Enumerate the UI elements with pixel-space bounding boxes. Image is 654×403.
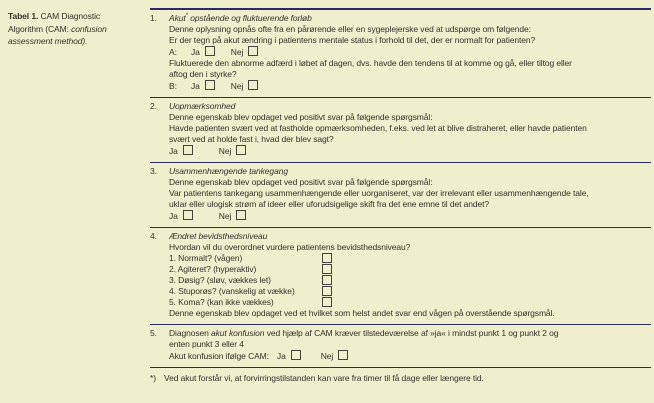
item-5-line-2: enten punkt 3 eller 4: [169, 339, 244, 349]
checkbox-item1b-nej[interactable]: [248, 80, 258, 90]
ja-label: Ja: [169, 211, 178, 221]
item-3-answer-row: [169, 210, 651, 222]
item-3-line-1: Denne egenskab blev opdaget ved positivt svar på følgende spørgsmål:: [169, 177, 433, 187]
option-label: 4. Stuporøs? (vanskelig at vække): [169, 286, 295, 296]
item-4-line-2: Denne egenskab blev opdaget ved et hvilket som helst andet svar end vågen på overstående spørgsmål.: [169, 308, 555, 318]
item-4-option-2: [169, 264, 651, 275]
item-3-line-2: Var patientens tankegang usammenhængende eller uorganiseret, var der irrelevant eller usammenhængende tale,: [169, 188, 589, 198]
checkbox-item4-koma[interactable]: [322, 297, 332, 307]
item-2-answer-row: [169, 145, 651, 157]
item-2-line-1: Denne egenskab blev opdaget ved positivt svar på følgende spørgsmål:: [169, 112, 433, 122]
ja-label: Ja: [191, 81, 200, 91]
checkbox-item2-ja[interactable]: [183, 145, 193, 155]
item-4-title: Ændret bevidsthedsniveau: [169, 231, 268, 241]
checkbox-item3-ja[interactable]: [183, 210, 193, 220]
item-5-line-1-post: ved hjælp af CAM kræver tilstedeværelse af »ja« i mindst punkt 1 og punkt 2 og: [264, 328, 559, 338]
row-b-label: B:: [169, 81, 177, 91]
item-5-line-1-pre: Diagnosen: [169, 328, 212, 338]
checkbox-item5-ja[interactable]: [291, 350, 301, 360]
option-label: 5. Koma? (kan ikke vækkes): [169, 297, 274, 307]
ja-label: Ja: [191, 47, 200, 57]
checkbox-item4-stuporos[interactable]: [322, 286, 332, 296]
item-2: [150, 98, 651, 162]
item-1-line-4: aftog den i styrke?: [169, 69, 237, 79]
item-4: [150, 228, 651, 324]
footnote: [150, 368, 651, 384]
checkbox-item2-nej[interactable]: [236, 145, 246, 155]
footnote-text: Ved akut forstår vi, at forvirringstilstanden kan vare fra timer til få dage eller længere tid.: [164, 373, 484, 383]
caption-italic-text: confusion assessment method).: [8, 23, 107, 46]
item-1: [150, 10, 651, 97]
item-2-title: Uopmærksomhed: [169, 101, 236, 111]
ja-label: Ja: [169, 146, 178, 156]
item-5-number: 5.: [150, 328, 157, 338]
item-3-line-3: uklar eller ulogisk strøm af ideer eller uforudsigelige skift fra det ene emne til det andet?: [169, 199, 490, 209]
item-1-number: 1.: [150, 13, 157, 23]
footnote-marker: *): [150, 373, 156, 383]
item-1-line-3: Fluktuerede den abnorme adfærd i løbet af dagen, dvs. havde den tendens til at komme og gå, eller tiltog eller: [169, 58, 572, 68]
checkbox-item4-normalt[interactable]: [322, 253, 332, 263]
nej-label: Nej: [320, 351, 334, 361]
checkbox-item1a-nej[interactable]: [248, 46, 258, 56]
item-1-line-2: Er der tegn på akut ændring i patientens mentale status i forhold til det, der er normalt for patienten?: [169, 35, 536, 45]
item-2-number: 2.: [150, 101, 157, 111]
row-a-label: A:: [169, 47, 177, 57]
item-4-number: 4.: [150, 231, 157, 241]
item-5-answer-label: Akut konfusion ifølge CAM:: [169, 351, 269, 361]
checkbox-item1b-ja[interactable]: [205, 80, 215, 90]
item-1-row-a: [169, 46, 651, 58]
table-content: [150, 0, 651, 384]
item-1-line-1: Denne oplysning opnås ofte fra en pårørende eller en sygeplejerske ved at udspørge om følgende:: [169, 24, 531, 34]
item-5-line-1: [169, 328, 651, 339]
item-1-title: [169, 13, 651, 24]
checkbox-item1a-ja[interactable]: [205, 46, 215, 56]
item-5-line-1-italic: akut konfusion: [211, 328, 265, 338]
nej-label: Nej: [218, 146, 232, 156]
item-4-option-5: [169, 297, 651, 308]
item-5-answer-row: [169, 350, 651, 362]
item-2-line-2: Havde patienten svært ved at fastholde opmærksomheden, f.eks. ved let at blive distraheret, eller havde patienten: [169, 123, 587, 133]
item-2-line-3: svært ved at holde fast i, hvad der blev sagt?: [169, 134, 334, 144]
option-label: 1. Normalt? (vågen): [169, 253, 243, 263]
item-4-option-3: [169, 275, 651, 286]
checkbox-item4-dosig[interactable]: [322, 275, 332, 285]
checkbox-item3-nej[interactable]: [236, 210, 246, 220]
item-1-title-main: Akut: [169, 13, 186, 23]
checkbox-item5-nej[interactable]: [338, 350, 348, 360]
item-4-line-1: Hvordan vil du overordnet vurdere patientens bevidsthedsniveau?: [169, 242, 411, 252]
table-caption: [8, 10, 134, 48]
item-3: [150, 163, 651, 227]
caption-label: Tabel 1.: [8, 11, 39, 21]
item-1-row-b: [169, 80, 651, 92]
nej-label: Nej: [230, 81, 244, 91]
footnote-asterisk: *: [185, 13, 188, 19]
nej-label: Nej: [230, 47, 244, 57]
item-4-option-4: [169, 286, 651, 297]
checkbox-item4-agiteret[interactable]: [322, 264, 332, 274]
option-label: 2. Agiteret? (hyperaktiv): [169, 264, 257, 274]
caption-text: CAM Diagnostic Algorithm (CAM:: [8, 11, 101, 34]
item-3-number: 3.: [150, 166, 157, 176]
item-3-title: Usammenhængende tankegang: [169, 166, 288, 176]
item-5: [150, 325, 651, 367]
item-4-option-1: [169, 253, 651, 264]
option-label: 3. Døsig? (sløv, vækkes let): [169, 275, 271, 285]
nej-label: Nej: [218, 211, 232, 221]
ja-label: Ja: [276, 351, 286, 361]
item-1-title-rest: opstående og fluktuerende forløb: [187, 13, 312, 23]
